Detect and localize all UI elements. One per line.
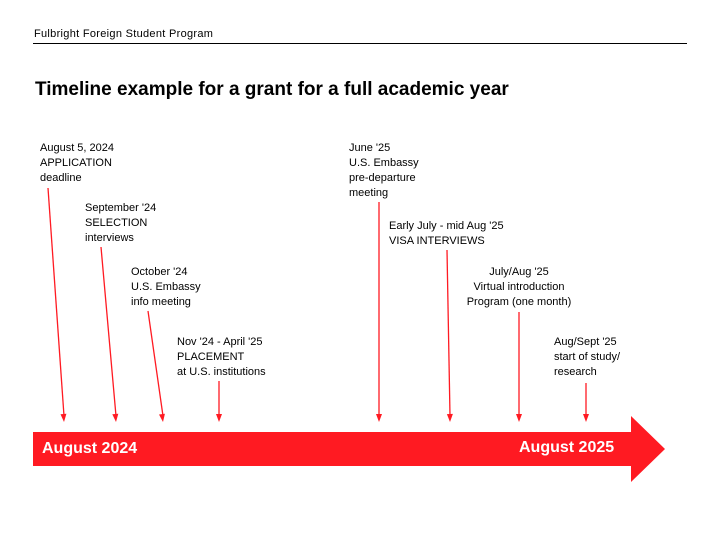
pointer-virtual-intro [516,312,522,422]
timeline-end-label: August 2025 [519,439,615,456]
pointer-application [48,188,66,422]
pointer-info-meeting [148,311,165,422]
pointer-pre-departure [376,202,382,422]
event-label-visa-interviews: Early July - mid Aug '25 VISA INTERVIEWS [389,220,504,247]
event-label-pre-departure: June '25 U.S. Embassy pre-departure meeting [349,142,419,199]
event-label-start-of-study: Aug/Sept '25 start of study/ research [554,336,621,378]
event-label-application: August 5, 2024 APPLICATION deadline [40,142,115,184]
pointer-selection [101,247,118,422]
event-label-placement: Nov '24 - April '25 PLACEMENT at U.S. institutions [177,336,266,378]
event-label-selection: September '24 SELECTION interviews [85,202,157,244]
pointer-placement [216,381,222,422]
timeline-start-label: August 2024 [42,440,138,457]
page-title: Timeline example for a grant for a full academic year [35,79,509,100]
event-label-info-meeting: October '24 U.S. Embassy info meeting [131,266,201,308]
event-label-virtual-intro: July/Aug '25 Virtual introduction Program (one month) [466,266,572,308]
pointer-start-of-study [583,383,589,422]
program-header: Fulbright Foreign Student Program [34,28,214,40]
